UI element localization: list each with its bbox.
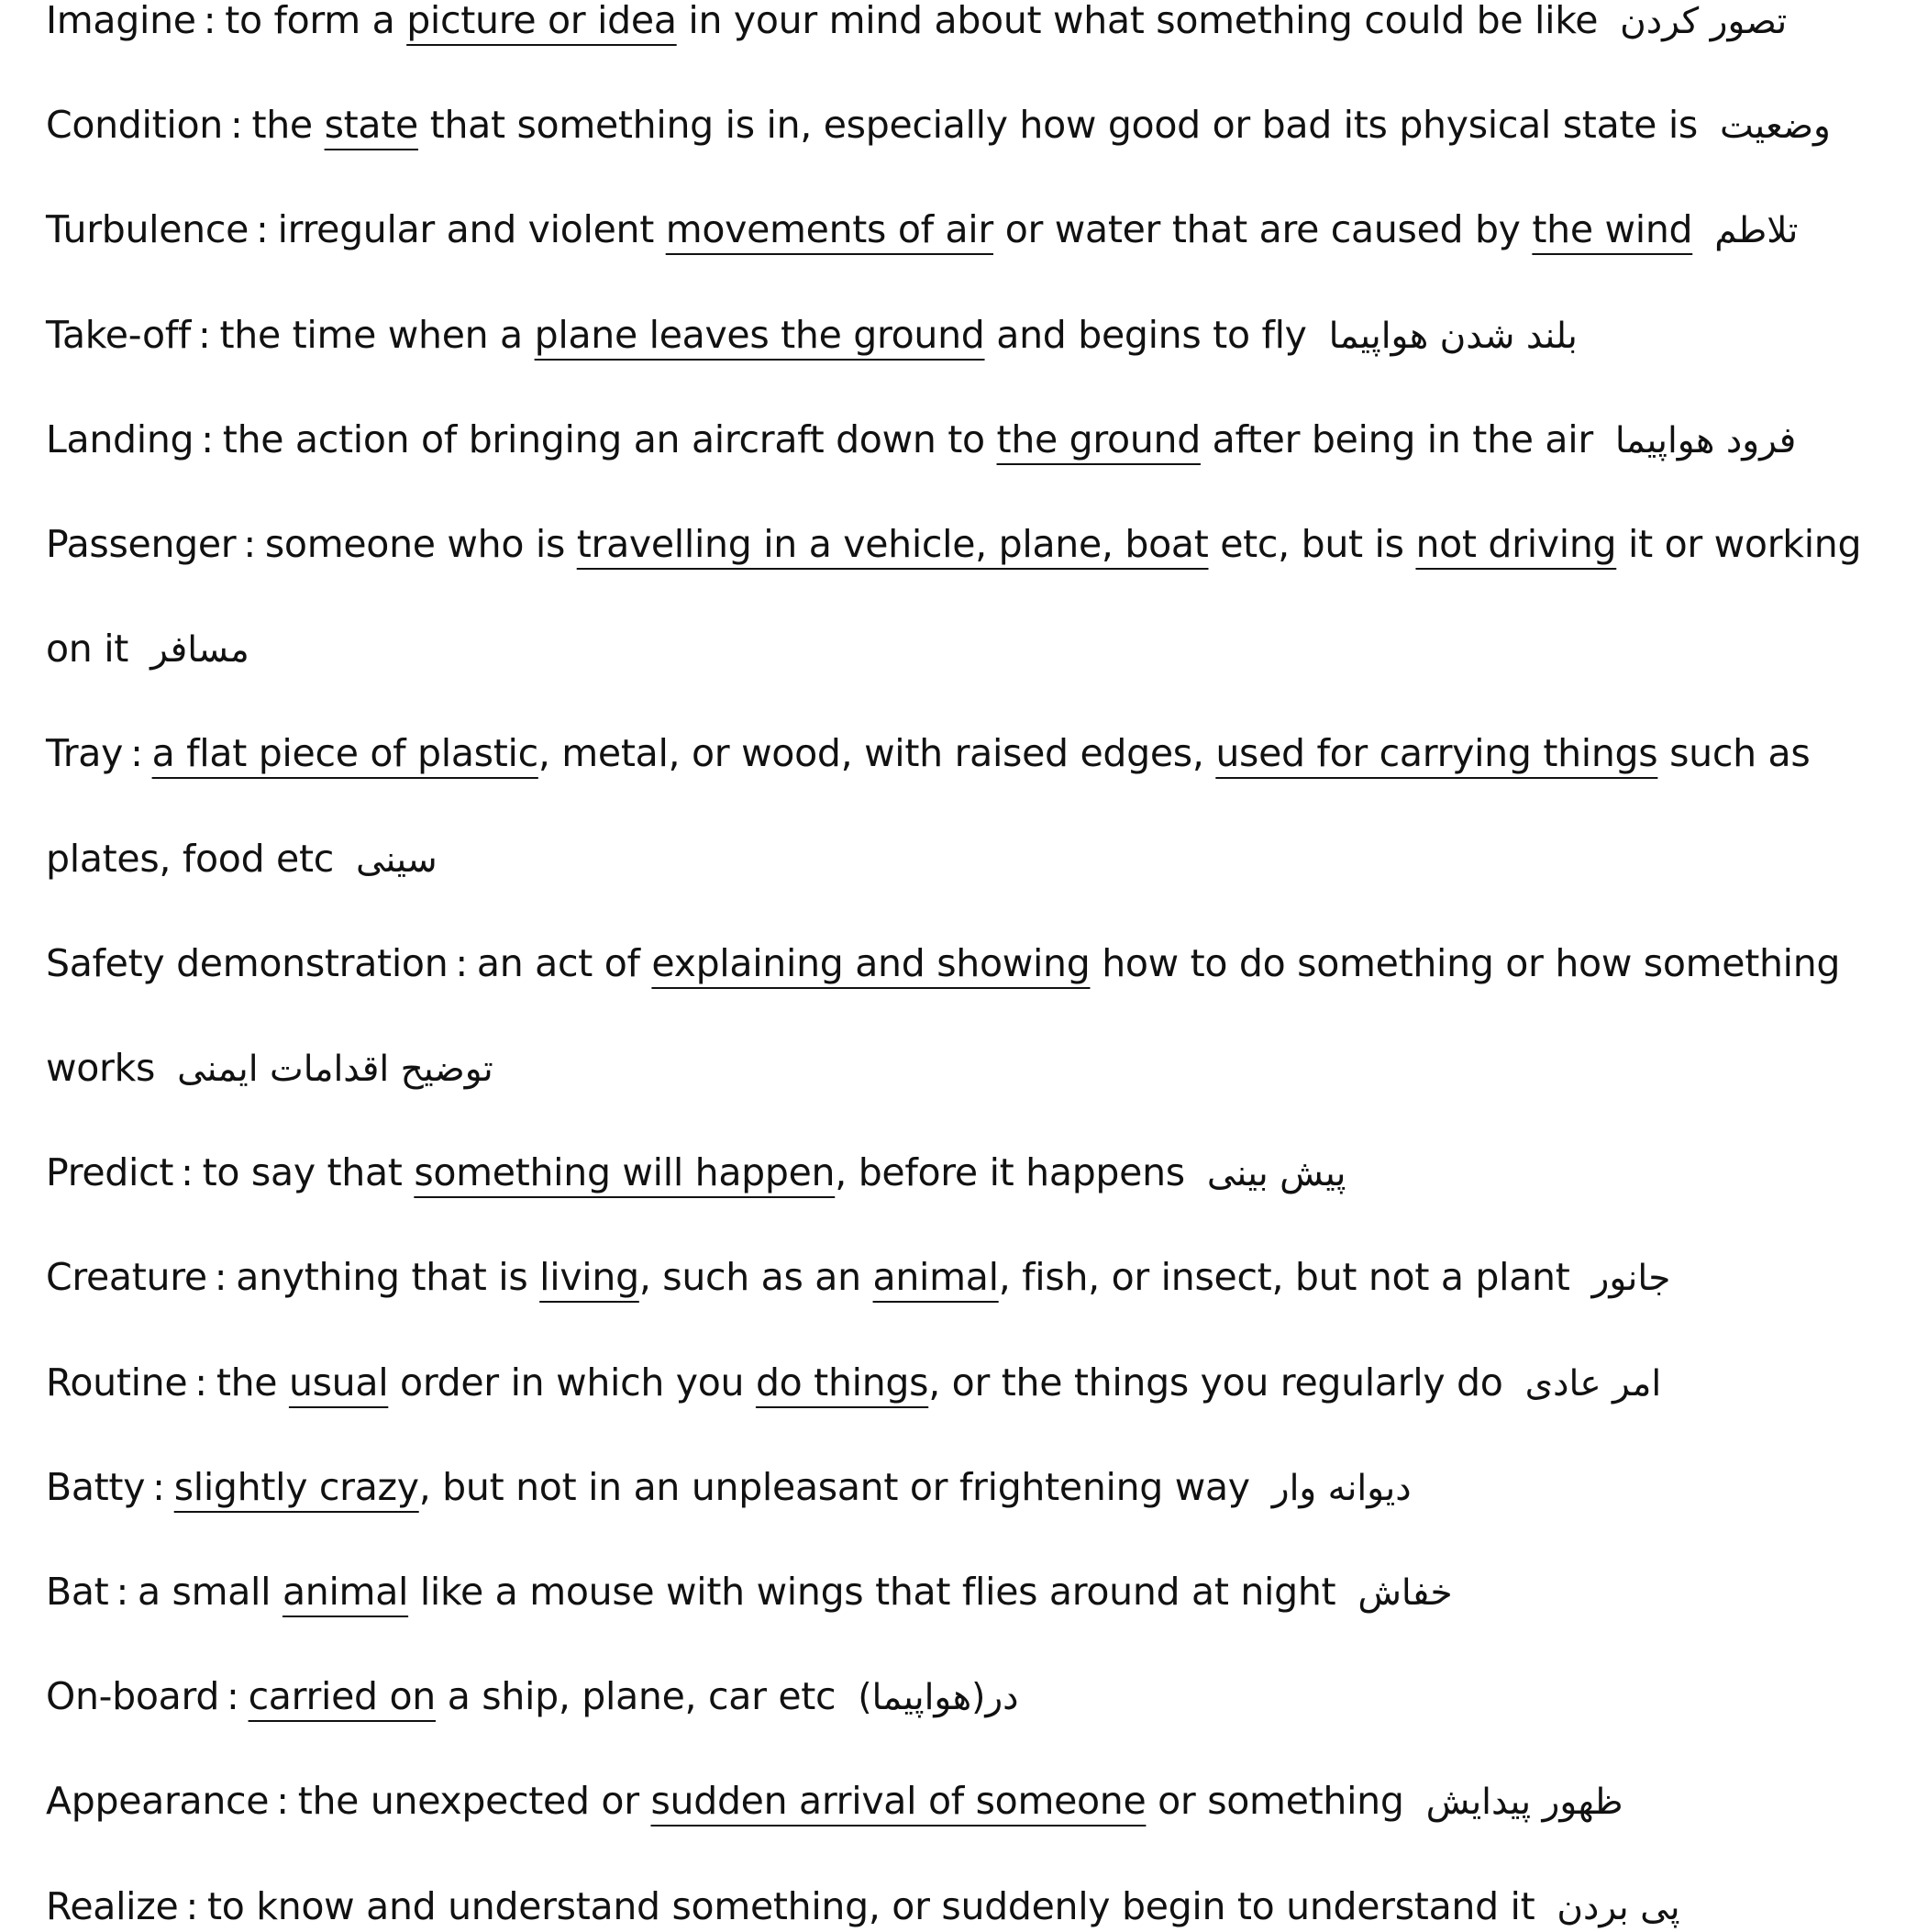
persian-translation: خفاش bbox=[1357, 1572, 1453, 1614]
underlined-phrase: usual bbox=[288, 1360, 389, 1405]
persian-translation: ظهور پیدایش bbox=[1425, 1782, 1623, 1824]
entry-term: Predict bbox=[46, 1150, 174, 1195]
persian-translation: تلاطم bbox=[1714, 210, 1799, 252]
vocab-entry bbox=[46, 416, 1796, 465]
persian-translation: در(هواپیما) bbox=[858, 1677, 1019, 1719]
persian-translation: توضیح اقدامات ایمنی bbox=[177, 1049, 493, 1090]
entry-colon: : bbox=[276, 1779, 289, 1824]
entry-term: Batty bbox=[46, 1464, 146, 1509]
underlined-phrase: explaining and showing bbox=[651, 940, 1091, 985]
entry-colon: : bbox=[227, 1674, 239, 1719]
entry-term: Routine bbox=[46, 1360, 188, 1405]
entry-colon: : bbox=[201, 416, 214, 461]
definition-text: irregular and violent bbox=[277, 207, 666, 252]
entry-colon: : bbox=[152, 1464, 165, 1509]
vocab-entry bbox=[46, 1672, 1019, 1722]
vocab-entry bbox=[46, 1149, 1346, 1198]
entry-term: Imagine bbox=[46, 0, 196, 42]
vocab-entry-continuation bbox=[46, 1044, 493, 1094]
entry-term: Bat bbox=[46, 1570, 109, 1614]
vocab-entry-continuation bbox=[46, 835, 438, 884]
definition-text: to know and understand something, or suddenly begin to understand it bbox=[206, 1883, 1535, 1928]
persian-translation: امر عادی bbox=[1524, 1362, 1662, 1405]
underlined-phrase: something will happen bbox=[414, 1150, 836, 1195]
underlined-phrase: the ground bbox=[996, 416, 1201, 461]
definition-text: such as bbox=[1657, 731, 1811, 776]
definition-text: plates, food etc bbox=[46, 836, 334, 881]
underlined-phrase: state bbox=[324, 103, 418, 148]
entry-term: Realize bbox=[46, 1883, 179, 1928]
vocab-entry bbox=[46, 939, 1840, 987]
vocab-entry bbox=[46, 205, 1798, 255]
entry-term: Passenger bbox=[46, 522, 237, 566]
vocab-entry bbox=[46, 1359, 1661, 1408]
entry-term: Landing bbox=[46, 416, 194, 461]
definition-text: a small bbox=[137, 1570, 283, 1614]
underlined-phrase: movements of air bbox=[665, 207, 993, 252]
entry-term: Safety demonstration bbox=[46, 940, 449, 985]
definition-text: and begins to fly bbox=[984, 312, 1307, 357]
definition-text: the action of bringing an aircraft down to bbox=[222, 416, 997, 461]
vocabulary-document bbox=[46, 0, 1899, 1929]
persian-translation: فرود هواپیما bbox=[1614, 419, 1797, 461]
definition-text: on it bbox=[46, 627, 129, 672]
underlined-phrase: animal bbox=[282, 1570, 409, 1614]
underlined-phrase: a flat piece of plastic bbox=[151, 731, 538, 776]
definition-text: , before it happens bbox=[835, 1150, 1185, 1195]
entry-colon: : bbox=[194, 1360, 207, 1405]
definition-text: that something is in, especially how good or bad its physical state is bbox=[417, 103, 1698, 148]
definition-text: how to do something or how something bbox=[1090, 940, 1841, 985]
definition-text: an act of bbox=[476, 940, 652, 985]
definition-text: or water that are caused by bbox=[992, 207, 1533, 252]
entry-colon: : bbox=[198, 312, 211, 357]
underlined-phrase: animal bbox=[872, 1255, 999, 1300]
vocab-entry bbox=[46, 520, 1861, 568]
definition-text: the bbox=[216, 1360, 289, 1405]
vocab-entry bbox=[46, 1463, 1412, 1513]
entry-colon: : bbox=[130, 731, 143, 776]
entry-term: Condition bbox=[46, 103, 223, 148]
entry-colon: : bbox=[229, 103, 243, 148]
definition-text: to form a bbox=[225, 0, 407, 42]
vocab-entry bbox=[46, 1882, 1680, 1932]
definition-text: , or the things you regularly do bbox=[928, 1360, 1503, 1405]
definition-text: works bbox=[46, 1046, 156, 1090]
definition-text: the unexpected or bbox=[297, 1779, 651, 1824]
vocab-entry-continuation bbox=[46, 625, 249, 674]
persian-translation: سینی bbox=[355, 838, 438, 881]
persian-translation: پیش بینی bbox=[1206, 1153, 1346, 1195]
underlined-phrase: the wind bbox=[1532, 207, 1693, 252]
vocab-entry bbox=[46, 311, 1578, 361]
definition-text: , metal, or wood, with raised edges, bbox=[537, 731, 1216, 776]
entry-colon: : bbox=[256, 207, 269, 252]
underlined-phrase: carried on bbox=[248, 1674, 436, 1719]
entry-colon: : bbox=[203, 0, 216, 42]
persian-translation: جانور bbox=[1591, 1258, 1671, 1300]
definition-text: it or working bbox=[1616, 522, 1862, 566]
definition-text: a ship, plane, car etc bbox=[435, 1674, 837, 1719]
entry-term: Appearance bbox=[46, 1779, 270, 1824]
vocab-entry bbox=[46, 1253, 1670, 1303]
definition-text: in your mind about what something could be like bbox=[676, 0, 1599, 42]
definition-text: after being in the air bbox=[1200, 416, 1593, 461]
entry-colon: : bbox=[185, 1883, 198, 1928]
entry-colon: : bbox=[455, 940, 468, 985]
entry-term: Take-off bbox=[46, 312, 191, 357]
definition-text: , but not in an unpleasant or frightening way bbox=[418, 1464, 1250, 1509]
definition-text: the time when a bbox=[219, 312, 535, 357]
entry-colon: : bbox=[214, 1255, 227, 1300]
entry-term: Turbulence bbox=[46, 207, 249, 252]
entry-colon: : bbox=[243, 522, 256, 566]
entry-colon: : bbox=[181, 1150, 194, 1195]
definition-text: order in which you bbox=[388, 1360, 756, 1405]
definition-text: like a mouse with wings that flies around at night bbox=[408, 1570, 1336, 1614]
definition-text: to say that bbox=[202, 1150, 415, 1195]
entry-term: Tray bbox=[46, 731, 124, 776]
persian-translation: تصور کردن bbox=[1620, 1, 1788, 42]
persian-translation: وضعیت bbox=[1720, 105, 1831, 148]
definition-text: , fish, or insect, but not a plant bbox=[998, 1255, 1570, 1300]
underlined-phrase: sudden arrival of someone bbox=[650, 1779, 1147, 1824]
vocab-entry bbox=[46, 1568, 1453, 1617]
entry-term: On-board bbox=[46, 1674, 220, 1719]
persian-translation: بلند شدن هواپیما bbox=[1328, 315, 1578, 357]
underlined-phrase: picture or idea bbox=[406, 0, 677, 42]
definition-text: , such as an bbox=[638, 1255, 873, 1300]
persian-translation: پی بردن bbox=[1557, 1886, 1680, 1928]
vocab-entry bbox=[46, 0, 1787, 46]
vocab-entry bbox=[46, 729, 1810, 777]
vocab-entry bbox=[46, 101, 1831, 150]
underlined-phrase: plane leaves the ground bbox=[534, 312, 985, 357]
underlined-phrase: slightly crazy bbox=[173, 1464, 419, 1509]
definition-text: or something bbox=[1146, 1779, 1404, 1824]
definition-text: the bbox=[251, 103, 325, 148]
definition-text: someone who is bbox=[264, 522, 577, 566]
underlined-phrase: living bbox=[539, 1255, 639, 1300]
underlined-phrase: used for carrying things bbox=[1215, 731, 1658, 776]
persian-translation: دیوانه وار bbox=[1271, 1467, 1412, 1509]
underlined-phrase: do things bbox=[755, 1360, 929, 1405]
definition-text: etc, but is bbox=[1208, 522, 1416, 566]
definition-text: anything that is bbox=[236, 1255, 540, 1300]
underlined-phrase: not driving bbox=[1415, 522, 1617, 566]
underlined-phrase: travelling in a vehicle, plane, boat bbox=[576, 522, 1209, 566]
entry-term: Creature bbox=[46, 1255, 207, 1300]
persian-translation: مسافر bbox=[150, 629, 249, 672]
vocab-entry bbox=[46, 1777, 1623, 1827]
entry-colon: : bbox=[116, 1570, 128, 1614]
